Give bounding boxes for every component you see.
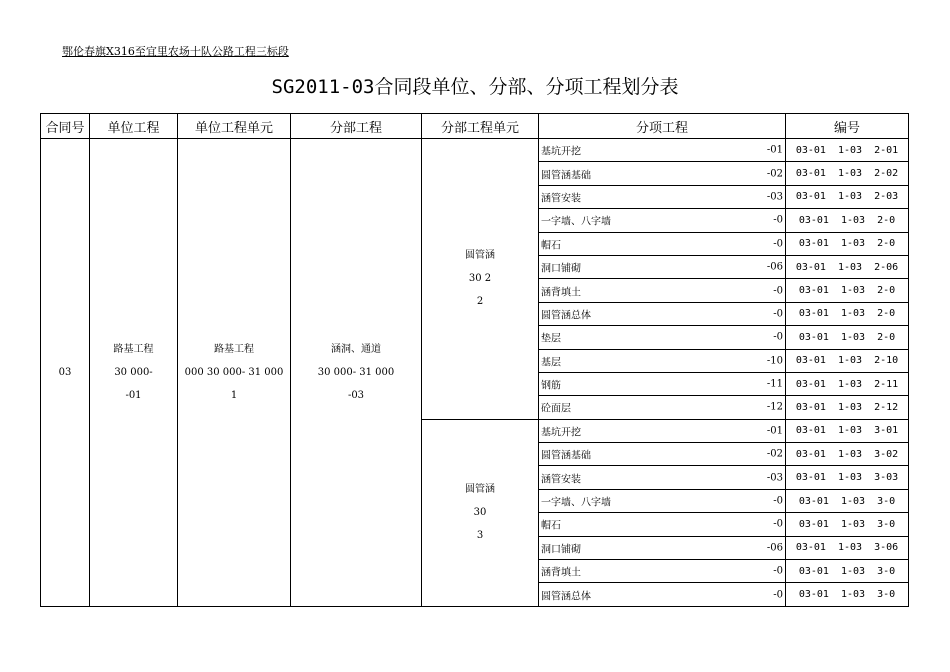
sub-item-name: 砼面层 (541, 403, 571, 415)
sub-item-cell (539, 139, 786, 162)
header-division: 分部工程 (291, 114, 422, 139)
sub-item-name: 基层 (541, 357, 561, 369)
sub-item-name: 一字墙、八字墙 (541, 497, 611, 509)
contract-number: 03 (41, 139, 90, 607)
division-line: 涵洞、通道 (331, 343, 381, 355)
unit-project-line: -01 (125, 389, 142, 401)
sub-item-suffix: -0 (773, 589, 783, 601)
sub-item-name: 洞口铺砌 (541, 263, 581, 275)
item-code: 03-01 1-03 3-02 (786, 443, 909, 466)
sub-item-suffix: -06 (766, 261, 783, 273)
item-code: 03-01 1-03 3-0 (786, 560, 909, 583)
sub-item-name: 圆管涵总体 (541, 591, 591, 603)
sub-item-name: 一字墙、八字墙 (541, 216, 611, 228)
sub-item-cell (539, 162, 786, 185)
sub-item-suffix: -0 (773, 238, 783, 250)
sub-item-name: 垫层 (541, 333, 561, 345)
table-header-row (41, 114, 909, 139)
item-code: 03-01 1-03 2-02 (786, 162, 909, 185)
unit-element-line: 1 (230, 389, 238, 401)
sub-item-name: 涵管安装 (541, 474, 581, 486)
sub-item-name: 洞口铺砌 (541, 544, 581, 556)
sub-item-suffix: -01 (766, 144, 783, 156)
item-code: 03-01 1-03 3-0 (786, 583, 909, 606)
item-code: 03-01 1-03 2-03 (786, 185, 909, 208)
item-code: 03-01 1-03 2-0 (786, 209, 909, 232)
division-element (422, 419, 539, 606)
sub-item-suffix: -01 (766, 425, 783, 437)
sub-item-suffix: -06 (766, 542, 783, 554)
sub-item-name: 帽石 (541, 240, 561, 252)
division-element-line: 30 2 (468, 273, 492, 285)
item-code: 03-01 1-03 2-11 (786, 372, 909, 395)
sub-item-cell (539, 209, 786, 232)
division-element-line: 3 (476, 530, 484, 542)
division-element-line: 圆管涵 (465, 484, 495, 496)
sub-item-cell (539, 302, 786, 325)
sub-item-cell (539, 232, 786, 255)
sub-item-suffix: -0 (773, 495, 783, 507)
item-code: 03-01 1-03 2-10 (786, 349, 909, 372)
item-code: 03-01 1-03 2-0 (786, 232, 909, 255)
sub-item-cell (539, 536, 786, 559)
sub-item-suffix: -02 (766, 448, 783, 460)
sub-item-suffix: -0 (773, 518, 783, 530)
division-element-line: 30 (473, 507, 487, 519)
item-code: 03-01 1-03 2-12 (786, 396, 909, 419)
division-element-line: 2 (476, 296, 484, 308)
unit-element-line: 路基工程 (214, 343, 254, 355)
sub-item-cell (539, 583, 786, 606)
sub-item-suffix: -0 (773, 214, 783, 226)
item-code: 03-01 1-03 3-01 (786, 419, 909, 442)
sub-item-name: 基坑开挖 (541, 146, 581, 158)
sub-item-cell (539, 443, 786, 466)
unit-element-line: 000 30 000- 31 000 (184, 366, 284, 378)
sub-item-cell (539, 560, 786, 583)
sub-item-name: 帽石 (541, 520, 561, 532)
sub-item-cell (539, 185, 786, 208)
sub-item-cell (539, 513, 786, 536)
sub-item-suffix: -03 (766, 472, 783, 484)
item-code: 03-01 1-03 3-0 (786, 489, 909, 512)
header-division-element: 分部工程单元 (422, 114, 539, 139)
header-code: 编号 (786, 114, 909, 139)
sub-item-cell (539, 349, 786, 372)
item-code: 03-01 1-03 2-01 (786, 139, 909, 162)
division-line: 30 000- 31 000 (317, 366, 395, 378)
unit-project-line: 路基工程 (113, 343, 154, 355)
sub-item-suffix: -03 (766, 191, 783, 203)
sub-item-suffix: -0 (773, 565, 783, 577)
division-table (40, 113, 909, 607)
sub-item-cell (539, 326, 786, 349)
unit-element (178, 139, 291, 607)
table-row (41, 139, 909, 162)
sub-item-name: 圆管涵基础 (541, 170, 591, 182)
page-title: SG2011-03合同段单位、分部、分项工程划分表 (271, 76, 679, 98)
division-element-line: 圆管涵 (465, 250, 495, 262)
sub-item-cell (539, 255, 786, 278)
item-code: 03-01 1-03 2-0 (786, 302, 909, 325)
sub-item-name: 涵背填土 (541, 287, 581, 299)
sub-item-suffix: -10 (766, 355, 783, 367)
sub-item-name: 钢筋 (541, 380, 561, 392)
unit-project-line: 30 000- (114, 366, 153, 378)
sub-item-suffix: -0 (773, 331, 783, 343)
sub-item-name: 涵背填土 (541, 567, 581, 579)
item-code: 03-01 1-03 3-03 (786, 466, 909, 489)
sub-item-suffix: -12 (766, 401, 783, 413)
header-sub-item: 分项工程 (539, 114, 786, 139)
sub-item-name: 基坑开挖 (541, 427, 581, 439)
item-code: 03-01 1-03 2-06 (786, 255, 909, 278)
item-code: 03-01 1-03 2-0 (786, 279, 909, 302)
division (291, 139, 422, 607)
sub-item-suffix: -0 (773, 308, 783, 320)
item-code: 03-01 1-03 3-0 (786, 513, 909, 536)
sub-item-cell (539, 419, 786, 442)
header-contract-no: 合同号 (41, 114, 90, 139)
document-subtitle: 鄂伦春旗X316至宜里农场十队公路工程三标段 (62, 45, 289, 58)
item-code: 03-01 1-03 3-06 (786, 536, 909, 559)
division-element (422, 139, 539, 420)
header-unit-element: 单位工程单元 (178, 114, 291, 139)
sub-item-cell (539, 372, 786, 395)
division-line: -03 (347, 389, 365, 401)
unit-project (90, 139, 178, 607)
sub-item-suffix: -11 (766, 378, 783, 390)
sub-item-suffix: -02 (766, 168, 783, 180)
sub-item-name: 涵管安装 (541, 193, 581, 205)
sub-item-suffix: -0 (773, 285, 783, 297)
item-code: 03-01 1-03 2-0 (786, 326, 909, 349)
sub-item-name: 圆管涵基础 (541, 450, 591, 462)
sub-item-name: 圆管涵总体 (541, 310, 591, 322)
header-unit-project: 单位工程 (90, 114, 178, 139)
sub-item-cell (539, 396, 786, 419)
sub-item-cell (539, 489, 786, 512)
sub-item-cell (539, 279, 786, 302)
sub-item-cell (539, 466, 786, 489)
